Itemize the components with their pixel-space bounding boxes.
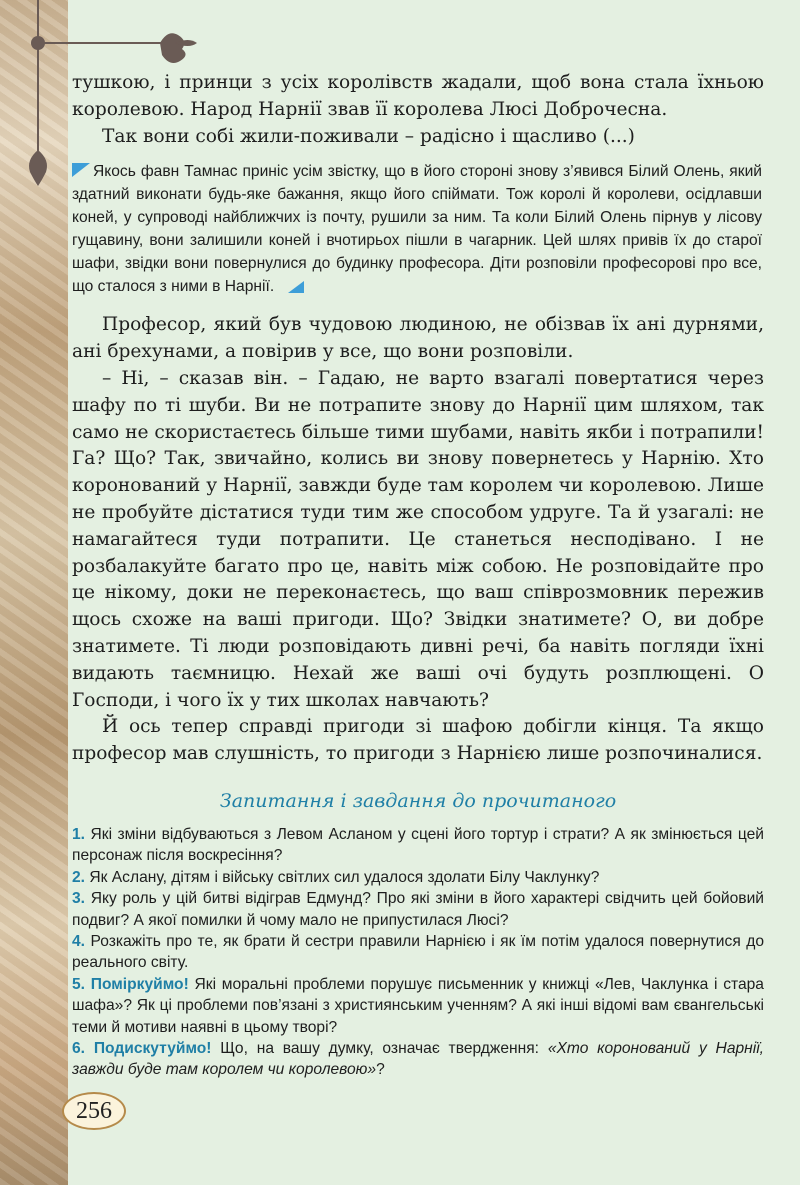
paragraph: – Ні, – сказав він. – Гадаю, не варто взагалі повертатися через шафу по ті шуби. Ви не потрапите знову до Нарнії цим шляхом, так само не скористаєтесь більше тими шубами, навіть якби і потрапили! Га? Що? Так, звичайно, колись ви знову повернетесь у Нарнію. Хто коронований у Нарнії, завжди буде там королем чи королевою. Лише не пробуйте дістатися туди тим же способом удруге. Та й узагалі: не намагайтеся туди потрапити. Це станеться несподівано. І не розбалакуйте багато про це, навіть між собою. Не розповідайте про це нікому, доки не переконаєтесь, що ваш співрозмовник пережив щось схоже на ваші пригоди. Що? Звідки знатимете? О, ви добре знатимете. Ті люди розповідають дивні речі, ба навіть погляди їхні видають таємницю. Нехай же ваші очі будуть розплющені. О Господи, і чого їх у тих школах навчають? [72,367,764,711]
paragraph: Професор, який був чудовою людиною, не обізвав їх ані дурнями, ані брехунами, а повірив у все, що вони розповіли. [72,314,764,363]
summary-text: Якось фавн Тамнас приніс усім звістку, що в його стороні знову з’явився Білий Олень, який здатний виконати будь-яке бажання, якщо його спіймати. Тож королі й королеви, осідлавши коней, у супроводі найближчих із почту, рушили за ним. Та коли Білий Олень пірнув у лісову гущавину, вони залишили коней і вчотирьох пішли в чагарник. Цей шлях привів їх до старої шафи, звідки вони повернулися до будинку професора. Діти розповіли професорові про все, що сталося з ними в Нарнії. [72,163,762,296]
question-item [72,974,764,1038]
triangle-marker-icon [72,163,90,177]
question-item [72,1038,764,1081]
paragraph: Й ось тепер справді пригоди зі шафою добігли кінця. Та якщо професор мав слушність, то пригоди з Нарнією лише розпочиналися. [72,716,764,765]
question-item [72,931,764,974]
question-quote: «Хто коронований у Нарнії, завжди буде там королем чи королевою» [72,1040,765,1079]
question-lead: Подискутуймо! [93,1040,212,1057]
paragraph: тушкою, і принци з усіх королівств жадали, щоб вона стала їхньою королевою. Народ Нарнії звав її королева Люсі Доброчесна. [72,72,764,120]
question-text: Які зміни відбуваються з Левом Асланом у сцені його тортур і страти? А як змінюється цей персонаж після воскресіння? [72,825,764,865]
question-item [72,824,764,867]
page-content [72,70,764,1081]
question-text: Як Аслану, дітям і війську світлих сил удалося здолати Білу Чаклунку? [89,868,600,886]
question-number: 4. [72,932,86,950]
paragraph: Так вони собі жили-поживали – радісно і щасливо (...) [102,125,635,147]
question-number: 6. [72,1040,86,1057]
question-text: Що, на вашу думку, означає твердження: [220,1040,540,1057]
question-number: 1. [72,825,86,843]
question-number: 5. [72,975,86,993]
question-item [72,867,764,888]
question-text: Розкажіть про те, як брати й сестри правили Нарнією і як їм потім удалося повернутися до реального світу. [72,932,764,972]
question-text: Які моральні проблеми порушує письменник у книжці «Лев, Чаклунка і стара шафа»? Як ці проблеми пов’язані з християнським ученням? А які інші відомі вам євангельські теми й мотиви наявні в цьому творі? [72,975,764,1036]
questions-heading: Запитання і завдання до прочитаного [219,789,617,812]
question-number: 3. [72,890,86,908]
question-number: 2. [72,868,86,886]
question-lead: Поміркуймо! [90,975,189,993]
question-tail: ? [376,1061,385,1079]
question-item [72,888,764,931]
question-text: Яку роль у цій битві відіграв Едмунд? Про які зміни в його характері свідчить цей бойовий подвиг? А якої помилки й чому мало не припустилася Люсі? [72,890,764,929]
page-number: 256 [62,1092,126,1130]
questions-list [72,824,764,1081]
triangle-marker-icon [288,281,304,293]
summary-box [72,160,764,298]
